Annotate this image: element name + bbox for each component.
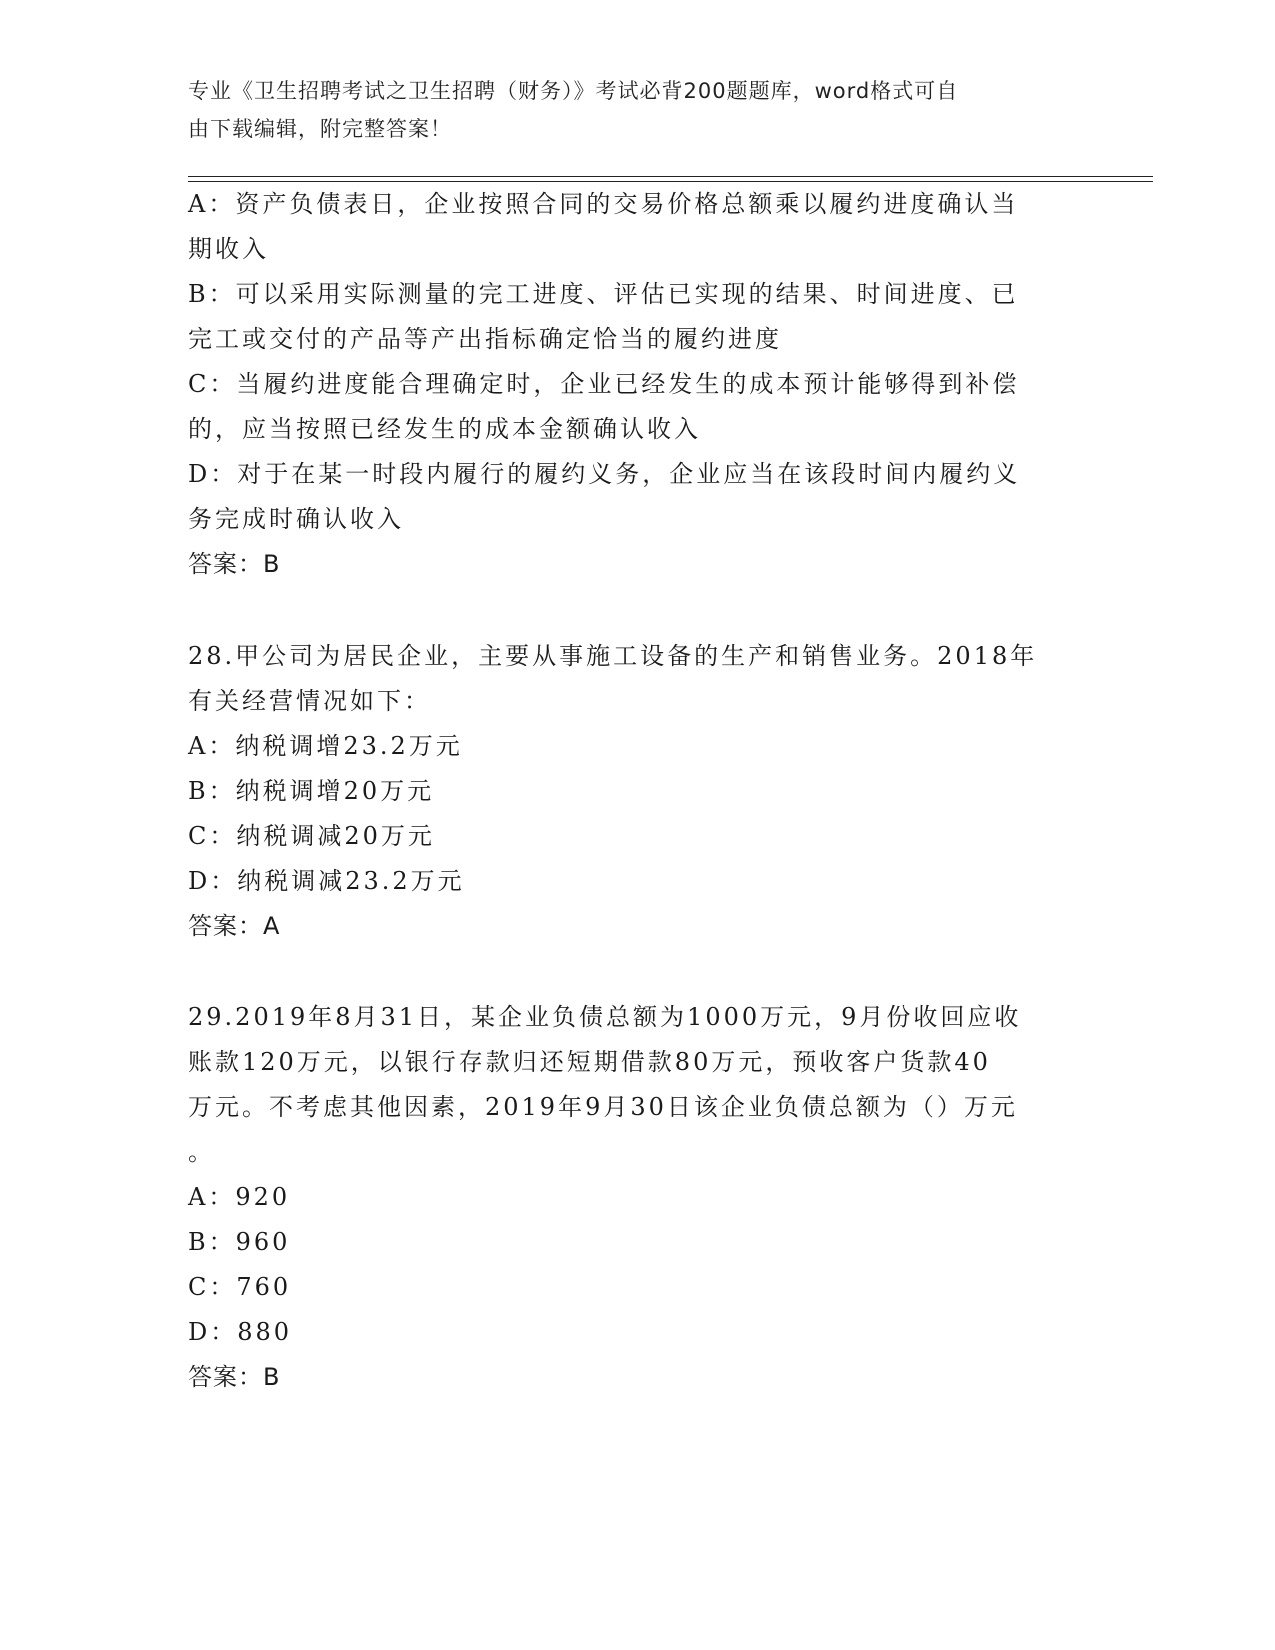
q27-option-a-line1: A：资产负债表日，企业按照合同的交易价格总额乘以履约进度确认当 bbox=[188, 190, 1019, 218]
q27-option-d-line2: 务完成时确认收入 bbox=[188, 505, 404, 533]
q29-stem-line1: 29.2019年8月31日，某企业负债总额为1000万元，9月份收回应收 bbox=[188, 1003, 1022, 1031]
document-header bbox=[188, 72, 1088, 148]
q27-option-a-line2: 期收入 bbox=[188, 235, 269, 263]
q27-option-c-line2: 的，应当按照已经发生的成本金额确认收入 bbox=[188, 415, 701, 443]
q28-answer: 答案：A bbox=[188, 912, 281, 940]
question-27-block bbox=[188, 182, 1088, 587]
q27-option-b-line2: 完工或交付的产品等产出指标确定恰当的履约进度 bbox=[188, 325, 782, 353]
q29-option-c: C：760 bbox=[188, 1273, 292, 1301]
q28-stem-line1: 28.甲公司为居民企业，主要从事施工设备的生产和销售业务。2018年 bbox=[188, 642, 1038, 670]
q29-option-b: B：960 bbox=[188, 1228, 291, 1256]
header-line-1: 专业《卫生招聘考试之卫生招聘（财务）》考试必背200题题库，word格式可自 bbox=[188, 79, 959, 103]
q27-option-b-line1: B：可以采用实际测量的完工进度、评估已实现的结果、时间进度、已 bbox=[188, 280, 1019, 308]
q29-option-a: A：920 bbox=[188, 1183, 291, 1211]
q28-option-c: C：纳税调减20万元 bbox=[188, 822, 435, 850]
q28-stem-line2: 有关经营情况如下： bbox=[188, 687, 431, 715]
q29-answer: 答案：B bbox=[188, 1363, 281, 1391]
q28-option-b: B：纳税调增20万元 bbox=[188, 777, 435, 805]
question-28-block bbox=[188, 634, 1088, 949]
header-line-2: 由下载编辑，附完整答案！ bbox=[188, 117, 452, 141]
question-29-block bbox=[188, 995, 1088, 1400]
q28-option-d: D：纳税调减23.2万元 bbox=[188, 867, 465, 895]
q29-stem-line3: 万元。不考虑其他因素，2019年9月30日该企业负债总额为（）万元 bbox=[188, 1093, 1018, 1121]
q27-option-d-line1: D：对于在某一时段内履行的履约义务，企业应当在该段时间内履约义 bbox=[188, 460, 1021, 488]
header-divider-top bbox=[188, 176, 1153, 177]
q27-answer: 答案：B bbox=[188, 550, 281, 578]
q28-option-a: A：纳税调增23.2万元 bbox=[188, 732, 463, 760]
q29-option-d: D：880 bbox=[188, 1318, 293, 1346]
q27-option-c-line1: C：当履约进度能合理确定时，企业已经发生的成本预计能够得到补偿 bbox=[188, 370, 1020, 398]
q29-stem-line2: 账款120万元，以银行存款归还短期借款80万元，预收客户货款40 bbox=[188, 1048, 991, 1076]
q29-stem-line4: 。 bbox=[188, 1138, 215, 1166]
